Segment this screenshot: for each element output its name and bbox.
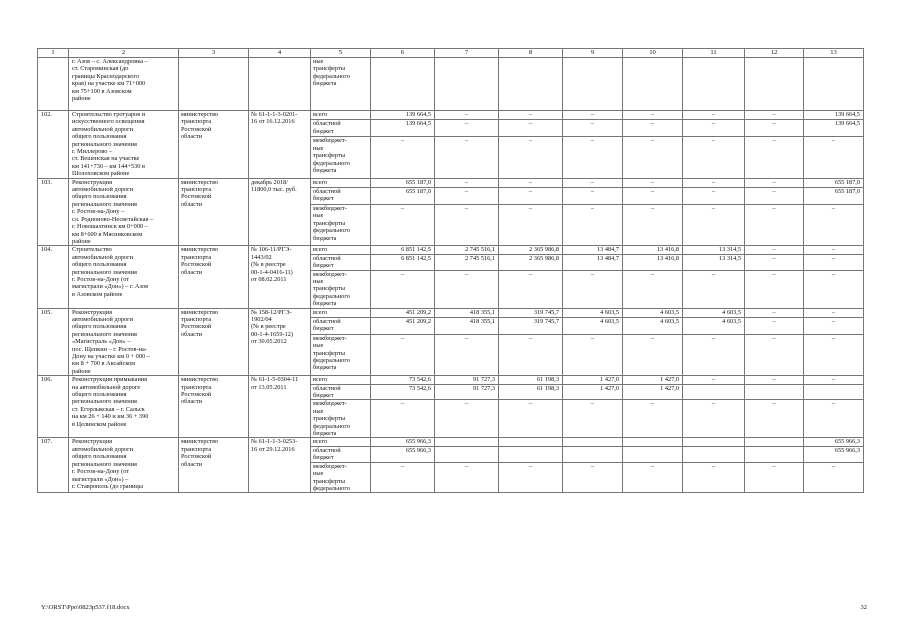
amount-cell: 655 966,3	[371, 438, 435, 446]
amount-cell: –	[563, 120, 623, 137]
amount-cell: 2 745 516,1	[435, 254, 499, 270]
amount-cell: –	[683, 334, 745, 375]
amount-cell: 139 664,5	[371, 111, 435, 120]
amount-cell: 73 542,6	[371, 376, 435, 384]
funding-type: межбюджет- ные трансферты федерального бюджета	[311, 270, 371, 308]
amount-cell: –	[435, 137, 499, 178]
amount-cell: 13 314,5	[683, 254, 745, 270]
funding-type: всего	[311, 246, 371, 254]
amount-cell: –	[371, 334, 435, 375]
funding-type: всего	[311, 308, 371, 317]
amount-cell: 319 745,7	[499, 317, 563, 334]
amount-cell: –	[435, 204, 499, 245]
amount-cell: 655 187,0	[371, 187, 435, 204]
amount-cell: –	[623, 334, 683, 375]
table-row	[38, 246, 864, 254]
amount-cell: 655 966,3	[804, 438, 864, 446]
responsible-org: министерство транспорта Ростовской области	[179, 111, 249, 179]
amount-cell: 4 603,5	[683, 308, 745, 317]
amount-cell: –	[499, 137, 563, 178]
amount-cell: 4 603,5	[683, 317, 745, 334]
amount-cell: –	[435, 111, 499, 120]
amount-cell: –	[804, 270, 864, 308]
funding-type: всего	[311, 438, 371, 446]
amount-cell: –	[804, 317, 864, 334]
project-name: г. Азов – с. Александровка – ст. Староминская (до границы Краснодарского края) на участке км 71+000 км 75+100 в Азовском районе	[69, 58, 179, 111]
responsible-org: министерство транспорта Ростовской области	[179, 438, 249, 493]
amount-cell: –	[745, 187, 804, 204]
amount-cell: –	[623, 120, 683, 137]
amount-cell	[683, 438, 745, 446]
amount-cell: 139 664,5	[804, 120, 864, 137]
amount-cell	[745, 438, 804, 446]
amount-cell: 4 603,5	[563, 317, 623, 334]
amount-cell: –	[745, 400, 804, 438]
amount-cell: –	[563, 137, 623, 178]
amount-cell: –	[745, 204, 804, 245]
responsible-org: министерство транспорта Ростовской области	[179, 178, 249, 246]
amount-cell: –	[804, 334, 864, 375]
amount-cell: –	[683, 111, 745, 120]
project-name: Реконструкция автомобильной дороги общего пользования регионального значения г. Ростов-на-Дону (от магистрали «Дон») – г. Ставрополь (до границы	[69, 438, 179, 493]
table-row	[38, 376, 864, 384]
amount-cell: 418 355,1	[435, 308, 499, 317]
column-number-row	[38, 49, 864, 58]
responsible-org: министерство транспорта Ростовской области	[179, 376, 249, 438]
amount-cell: –	[435, 120, 499, 137]
column-number: 12	[745, 49, 804, 58]
amount-cell: –	[623, 187, 683, 204]
project-number: 105.	[38, 308, 69, 376]
funding-type: областной бюджет	[311, 187, 371, 204]
amount-cell: 1 427,0	[623, 376, 683, 384]
amount-cell: 6 851 142,5	[371, 246, 435, 254]
amount-cell	[623, 438, 683, 446]
amount-cell: –	[563, 462, 623, 493]
amount-cell: 655 187,0	[804, 187, 864, 204]
amount-cell: –	[745, 334, 804, 375]
amount-cell: –	[563, 111, 623, 120]
amount-cell: 13 484,7	[563, 254, 623, 270]
amount-cell	[745, 384, 804, 400]
amount-cell: 4 603,5	[563, 308, 623, 317]
amount-cell: –	[683, 137, 745, 178]
amount-cell: –	[435, 462, 499, 493]
table-row	[38, 438, 864, 446]
project-name: Строительство тротуаров и искусственного освещения автомобильной дороги общего пользования регионального значения г. Миллерово – ст. Вешенская на участке км 141+730 – км 144+530 в Шолоховском районе	[69, 111, 179, 179]
document-page	[37, 48, 863, 493]
column-number: 9	[563, 49, 623, 58]
amount-cell: 655 966,3	[371, 446, 435, 462]
column-number: 2	[69, 49, 179, 58]
amount-cell: –	[683, 270, 745, 308]
amount-cell: –	[371, 137, 435, 178]
amount-cell: –	[683, 400, 745, 438]
funding-type: всего	[311, 111, 371, 120]
amount-cell: –	[623, 462, 683, 493]
amount-cell: –	[563, 187, 623, 204]
project-document: № 106-11/РГЭ- 1443/02 (№ в реестре 00-1-4-0416-11) от 08.02.2011	[249, 246, 311, 308]
amount-cell	[435, 438, 499, 446]
funding-type: межбюджет- ные трансферты федерального бюджета	[311, 204, 371, 245]
amount-cell: 13 314,5	[683, 246, 745, 254]
project-document: декабрь 2018/ 11800,0 тыс. руб.	[249, 178, 311, 246]
amount-cell: –	[435, 178, 499, 187]
amount-cell: 655 187,0	[371, 178, 435, 187]
funding-type: областной бюджет	[311, 384, 371, 400]
table-row	[38, 178, 864, 187]
funding-type: областной бюджет	[311, 446, 371, 462]
amount-cell: –	[623, 111, 683, 120]
amount-cell: 13 416,8	[623, 254, 683, 270]
amount-cell: –	[804, 204, 864, 245]
amount-cell: –	[623, 400, 683, 438]
amount-cell: 61 198,3	[499, 376, 563, 384]
amount-cell: 13 416,8	[623, 246, 683, 254]
amount-cell: 418 355,1	[435, 317, 499, 334]
amount-cell: 1 427,0	[563, 384, 623, 400]
project-number: 106.	[38, 376, 69, 438]
column-number: 11	[683, 49, 745, 58]
amount-cell: 2 745 516,1	[435, 246, 499, 254]
amount-cell	[745, 446, 804, 462]
amount-cell: –	[745, 308, 804, 317]
funding-type: областной бюджет	[311, 254, 371, 270]
project-name: Реконструкция автомобильной дороги общего пользования регионального значения «Магистраль «Дон» – пос. Щепкин – г. Ростов-на- Дону на участке км 0 + 000 – км 8 + 700 в Аксайском районе	[69, 308, 179, 376]
amount-cell: 451 209,2	[371, 308, 435, 317]
amount-cell: –	[683, 462, 745, 493]
amount-cell: –	[499, 334, 563, 375]
amount-cell: 4 603,5	[623, 317, 683, 334]
amount-cell: –	[745, 254, 804, 270]
project-number: 103.	[38, 178, 69, 246]
amount-cell: –	[804, 246, 864, 254]
amount-cell: –	[745, 317, 804, 334]
column-number: 4	[249, 49, 311, 58]
project-document: № 61-1-1-3-0253- 16 от 29.12.2016	[249, 438, 311, 493]
amount-cell: –	[371, 462, 435, 493]
amount-cell: 655 966,3	[804, 446, 864, 462]
amount-cell: 91 727,3	[435, 376, 499, 384]
amount-cell: –	[563, 400, 623, 438]
amount-cell: 2 365 986,8	[499, 254, 563, 270]
amount-cell: –	[683, 120, 745, 137]
column-number: 1	[38, 49, 69, 58]
amount-cell: 139 664,5	[371, 120, 435, 137]
amount-cell: –	[435, 400, 499, 438]
funding-type: всего	[311, 376, 371, 384]
amount-cell: –	[804, 137, 864, 178]
amount-cell: –	[745, 462, 804, 493]
project-number: 107.	[38, 438, 69, 493]
amount-cell: –	[499, 270, 563, 308]
amount-cell: –	[499, 400, 563, 438]
funding-type: ные трансферты федерального бюджета	[311, 58, 371, 111]
amount-cell: –	[745, 178, 804, 187]
amount-cell: –	[804, 308, 864, 317]
amount-cell: –	[435, 187, 499, 204]
amount-cell: –	[499, 178, 563, 187]
amount-cell: 91 727,3	[435, 384, 499, 400]
amount-cell: –	[563, 204, 623, 245]
amount-cell: 1 427,0	[563, 376, 623, 384]
amount-cell: –	[804, 254, 864, 270]
funding-type: межбюджет- ные трансферты федерального бюджета	[311, 137, 371, 178]
amount-cell: –	[563, 178, 623, 187]
funding-type: областной бюджет	[311, 317, 371, 334]
file-path: Y:\ORST\Ppo\0823p537.f18.docx	[41, 604, 130, 611]
project-document: № 61-1-1-3-0201- 16 от 16.12.2016	[249, 111, 311, 179]
amount-cell: –	[499, 120, 563, 137]
amount-cell: –	[745, 246, 804, 254]
amount-cell: –	[683, 204, 745, 245]
amount-cell: –	[804, 400, 864, 438]
amount-cell: –	[499, 111, 563, 120]
amount-cell	[563, 438, 623, 446]
amount-cell: –	[499, 462, 563, 493]
amount-cell	[563, 446, 623, 462]
amount-cell: –	[623, 270, 683, 308]
funding-type: межбюджет- ные трансферты федерального	[311, 462, 371, 493]
amount-cell: –	[745, 270, 804, 308]
budget-table	[37, 48, 864, 493]
project-document: № 61-1-5-0304-11 от 13.05.2011	[249, 376, 311, 438]
amount-cell: –	[623, 178, 683, 187]
amount-cell: –	[435, 334, 499, 375]
amount-cell: –	[435, 270, 499, 308]
amount-cell: 13 484,7	[563, 246, 623, 254]
funding-type: областной бюджет	[311, 120, 371, 137]
funding-type: всего	[311, 178, 371, 187]
project-name: Реконструкция примыкания на автомобильной дороге общего пользования регионального значения ст. Егорлыкская – г. Сальск на км 26 + 140 и км 36 + 390 в Целинском районе	[69, 376, 179, 438]
column-number: 13	[804, 49, 864, 58]
amount-cell: 4 603,5	[623, 308, 683, 317]
amount-cell: –	[804, 462, 864, 493]
amount-cell: 139 664,5	[804, 111, 864, 120]
project-number: 102.	[38, 111, 69, 179]
amount-cell	[435, 446, 499, 462]
responsible-org: министерство транспорта Ростовской области	[179, 308, 249, 376]
amount-cell	[499, 446, 563, 462]
page-number: 32	[860, 604, 867, 611]
amount-cell: –	[683, 187, 745, 204]
amount-cell: –	[745, 120, 804, 137]
amount-cell: –	[563, 270, 623, 308]
amount-cell: –	[563, 334, 623, 375]
amount-cell: –	[371, 270, 435, 308]
amount-cell: 319 745,7	[499, 308, 563, 317]
amount-cell: –	[623, 204, 683, 245]
amount-cell: –	[683, 178, 745, 187]
amount-cell: 2 365 986,8	[499, 246, 563, 254]
funding-type: межбюджет- ные трансферты федерального бюджета	[311, 334, 371, 375]
project-document: № 158-12/РГЭ- 1902/04 (№ в реестре 00-1-4-1659-12) от 30.05.2012	[249, 308, 311, 376]
amount-cell: –	[804, 376, 864, 384]
amount-cell: 6 851 142,5	[371, 254, 435, 270]
amount-cell: 73 542,6	[371, 384, 435, 400]
column-number: 6	[371, 49, 435, 58]
amount-cell: –	[745, 376, 804, 384]
responsible-org: министерство транспорта Ростовской области	[179, 246, 249, 308]
funding-type: межбюджет- ные трансферты федерального бюджета	[311, 400, 371, 438]
amount-cell	[804, 384, 864, 400]
amount-cell	[683, 446, 745, 462]
amount-cell	[623, 446, 683, 462]
amount-cell	[683, 384, 745, 400]
amount-cell: –	[745, 137, 804, 178]
project-name: Реконструкция автомобильной дороги общего пользования регионального значения г. Ростов-на-Дону – сл. Родионово-Несветайская – г. Новошахтинск км 0+000 – км 8+600 в Мясниковском районе	[69, 178, 179, 246]
amount-cell: –	[371, 204, 435, 245]
column-number: 3	[179, 49, 249, 58]
amount-cell: –	[683, 376, 745, 384]
project-name: Строительство автомобильной дороги общего пользования регионального значения г. Ростов-на-Дону (от магистрали «Дон») – г. Азов в Азовском районе	[69, 246, 179, 308]
column-number: 7	[435, 49, 499, 58]
amount-cell: –	[499, 187, 563, 204]
amount-cell: 451 209,2	[371, 317, 435, 334]
amount-cell: –	[499, 204, 563, 245]
amount-cell: 1 427,0	[623, 384, 683, 400]
amount-cell	[499, 438, 563, 446]
amount-cell: –	[745, 111, 804, 120]
amount-cell: –	[623, 137, 683, 178]
column-number: 10	[623, 49, 683, 58]
table-row	[38, 111, 864, 120]
continuation-row	[38, 58, 864, 111]
column-number: 8	[499, 49, 563, 58]
table-row	[38, 308, 864, 317]
amount-cell: 61 198,3	[499, 384, 563, 400]
project-number: 104.	[38, 246, 69, 308]
column-number: 5	[311, 49, 371, 58]
amount-cell: 655 187,0	[804, 178, 864, 187]
amount-cell: –	[371, 400, 435, 438]
